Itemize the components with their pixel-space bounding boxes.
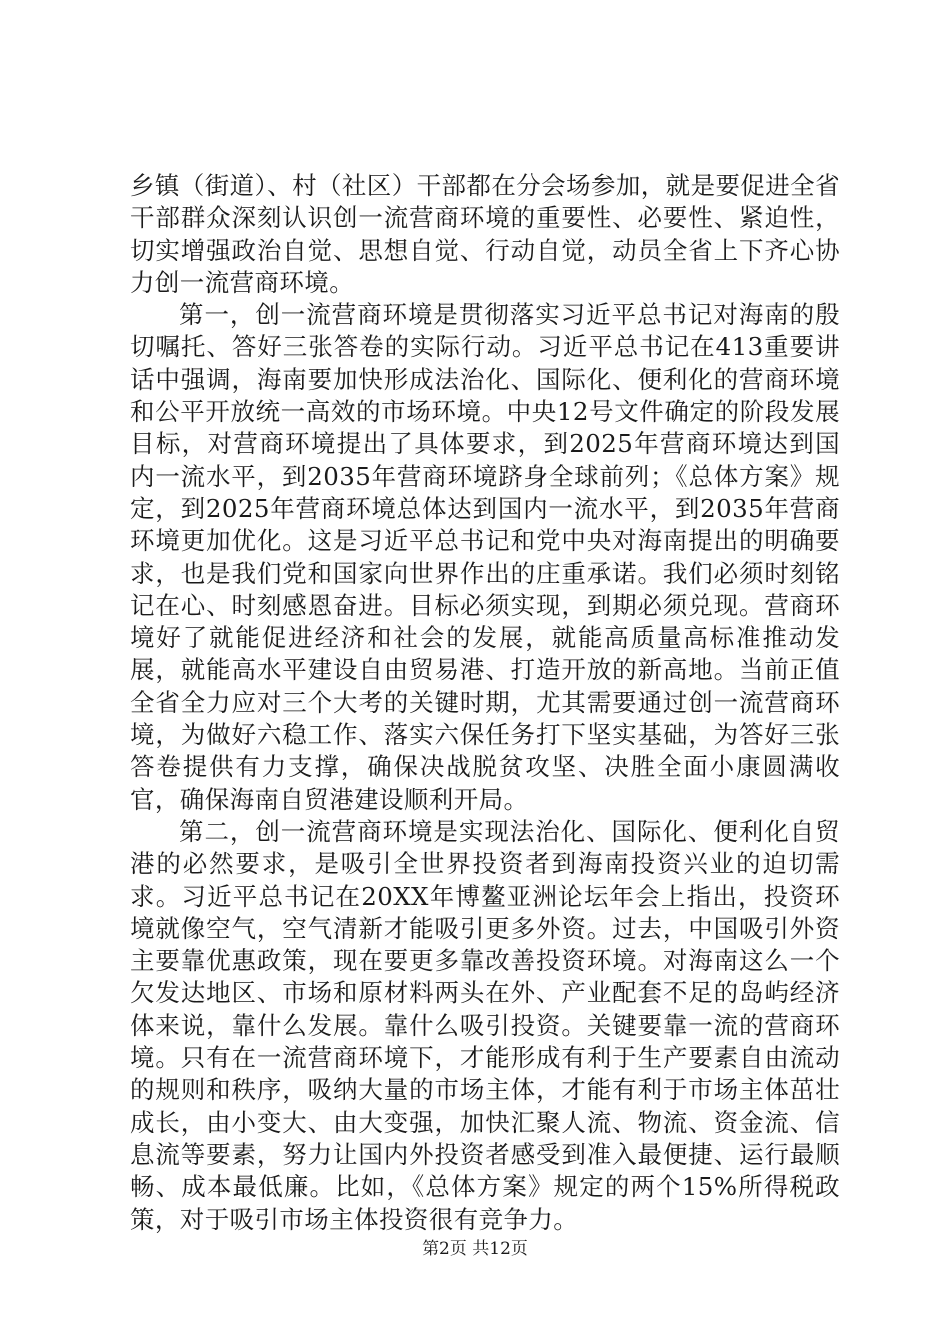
- paragraph-3: 第二，创一流营商环境是实现法治化、国际化、便利化自贸港的必然要求，是吸引全世界投资者到海南投资兴业的迫切需求。习近平总书记在20XX年博鳌亚洲论坛年会上指出，投资环境就像空气，空气清新才能吸引更多外资。过去，中国吸引外资主要靠优惠政策，现在要更多靠改善投资环境。对海南这么一个欠发达地区、市场和原材料两头在外、产业配套不足的岛屿经济体来说，靠什么发展。靠什么吸引投资。关键要靠一流的营商环境。只有在一流营商环境下，才能形成有利于生产要素自由流动的规则和秩序，吸纳大量的市场主体，才能有利于市场主体茁壮成长，由小变大、由大变强，加快汇聚人流、物流、资金流、信息流等要素，努力让国内外投资者感受到准入最便捷、运行最顺畅、成本最低廉。比如，《总体方案》规定的两个15%所得税政策，对于吸引市场主体投资很有竞争力。: [130, 816, 840, 1234]
- page-number-footer: 第2页 共12页: [422, 1239, 528, 1259]
- paragraph-1: 乡镇（街道）、村（社区）干部都在分会场参加，就是要促进全省干部群众深刻认识创一流营商环境的重要性、必要性、紧迫性，切实增强政治自觉、思想自觉、行动自觉，动员全省上下齐心协力创一流营商环境。: [130, 171, 840, 297]
- paragraph-2: 第一，创一流营商环境是贯彻落实习近平总书记对海南的殷切嘱托、答好三张答卷的实际行动。习近平总书记在413重要讲话中强调，海南要加快形成法治化、国际化、便利化的营商环境和公平开放统一高效的市场环境。中央12号文件确定的阶段发展目标，对营商环境提出了具体要求，到2025年营商环境达到国内一流水平，到2035年营商环境跻身全球前列；《总体方案》规定，到2025年营商环境总体达到国内一流水平，到2035年营商环境更加优化。这是习近平总书记和党中央对海南提出的明确要求，也是我们党和国家向世界作出的庄重承诺。我们必须时刻铭记在心、时刻感恩奋进。目标必须实现，到期必须兑现。营商环境好了就能促进经济和社会的发展，就能高质量高标准推动发展，就能高水平建设自由贸易港、打造开放的新高地。当前正值全省全力应对三个大考的关键时期，尤其需要通过创一流营商环境，为做好六稳工作、落实六保任务打下坚实基础，为答好三张答卷提供有力支撑，确保决战脱贫攻坚、决胜全面小康圆满收官，确保海南自贸港建设顺利开局。: [130, 300, 840, 814]
- document-body: [130, 170, 840, 1236]
